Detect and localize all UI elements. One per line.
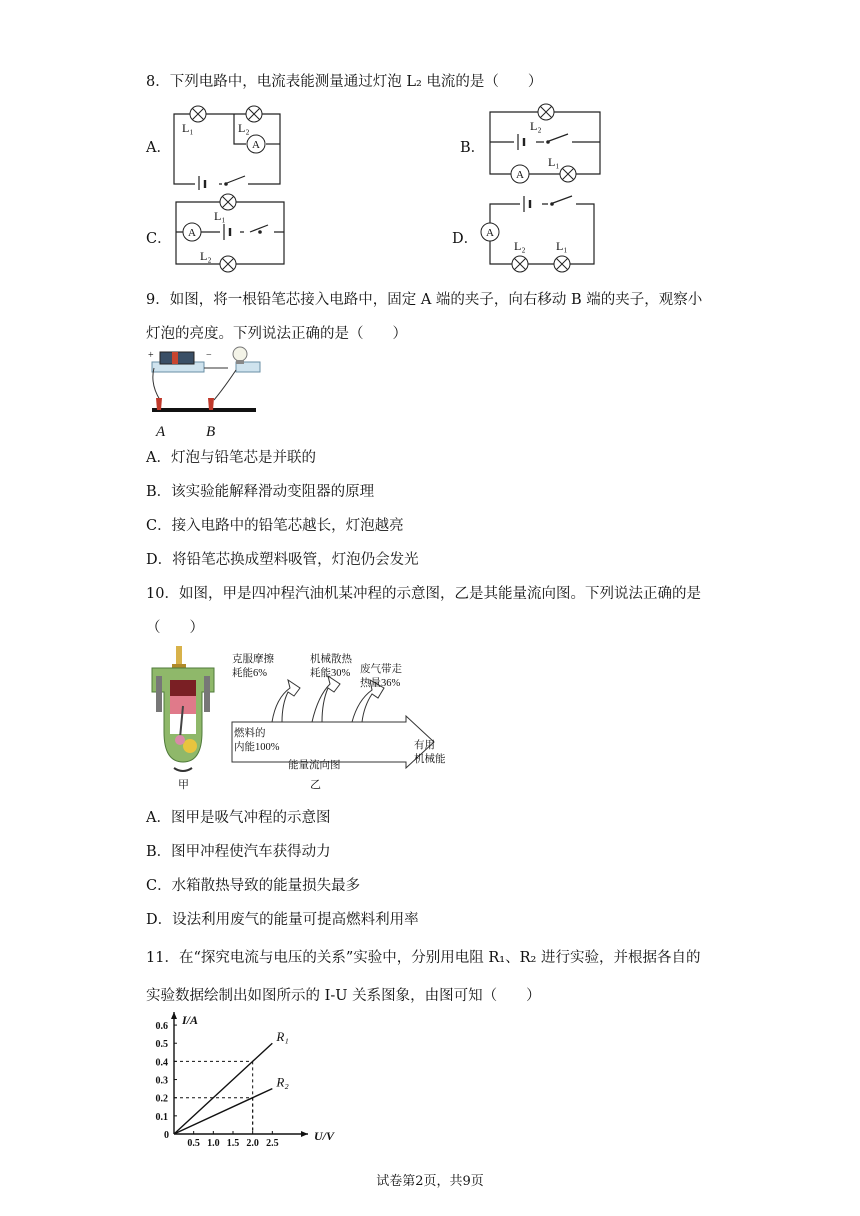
series-label-1: R₁ (276, 1029, 289, 1045)
svg-text:A: A (516, 169, 524, 181)
x-tick-label: 1.5 (226, 1138, 240, 1149)
q8-option-d-label: D． (452, 231, 479, 247)
q9-option-b: B．该实验能解释滑动变阻器的原理 (146, 484, 375, 500)
x-tick-label: 1.0 (207, 1138, 220, 1149)
svg-text:+: + (148, 350, 154, 361)
q10-option-a: A．图甲是吸气冲程的示意图 (146, 810, 331, 826)
q8-option-b-label: B． (460, 140, 486, 156)
q8-circuit-a (170, 100, 290, 190)
y-tick-label: 0.6 (155, 1021, 168, 1033)
lamp-icon (246, 106, 262, 122)
svg-text:L₂: L₂ (530, 119, 542, 133)
q8-option-c-label: C． (146, 231, 172, 247)
pencil-lead (152, 408, 256, 412)
q9-option-d: D．将铅笔芯换成塑料吸管，灯泡仍会发光 (146, 552, 419, 568)
pencil-lead-circuit-figure (144, 344, 264, 440)
y-axis-label: I/A (182, 1013, 199, 1027)
ammeter-icon (511, 165, 529, 183)
ammeter-icon (481, 223, 499, 241)
q8-stem: 8．下列电路中，电流表能测量通过灯泡 L₂ 电流的是（ ） (146, 74, 543, 90)
y-tick-label: 0.3 (155, 1075, 168, 1087)
y-tick-label: 0.2 (155, 1093, 168, 1105)
q8-circuit-b (484, 100, 606, 188)
x-tick-label: 2.0 (246, 1138, 259, 1149)
svg-text:能量流向图: 能量流向图 (288, 760, 341, 771)
svg-text:L₁: L₁ (214, 209, 226, 223)
x-tick-label: 2.5 (266, 1138, 279, 1149)
svg-text:克服摩擦: 克服摩擦 (232, 654, 274, 665)
q9-stem-line2: 灯泡的亮度。下列说法正确的是（ ） (146, 326, 407, 342)
svg-text:A: A (486, 227, 494, 239)
x-tick-label: 0.5 (187, 1138, 200, 1149)
svg-text:乙: 乙 (310, 779, 321, 791)
series-line-2 (174, 1089, 272, 1134)
svg-text:热量36%: 热量36% (360, 678, 401, 689)
svg-text:L₁: L₁ (556, 239, 568, 253)
y-tick-label: 0.4 (155, 1057, 168, 1069)
svg-text:L₂: L₂ (200, 249, 212, 263)
y-axis-arrow (171, 1012, 177, 1019)
q10-stem-line1: 10．如图，甲是四冲程汽油机某冲程的示意图，乙是其能量流向图。下列说法正确的是 (146, 586, 701, 602)
svg-text:L₁: L₁ (182, 121, 194, 135)
x-axis-arrow (301, 1131, 308, 1137)
series-label-2: R₂ (276, 1074, 289, 1090)
q10-option-b: B．图甲冲程使汽车获得动力 (146, 844, 331, 860)
energy-flow-diagram (228, 644, 456, 792)
svg-text:−: − (206, 350, 212, 361)
svg-text:B: B (206, 424, 216, 440)
svg-text:燃料的: 燃料的 (234, 728, 266, 739)
lamp-icon (190, 106, 206, 122)
q8-circuit-d (476, 190, 602, 274)
svg-text:L₂: L₂ (238, 121, 250, 135)
q9-stem-line1: 9．如图，将一根铅笔芯接入电路中，固定 A 端的夹子，向右移动 B 端的夹子，观察小 (146, 292, 703, 308)
svg-text:内能100%: 内能100% (234, 742, 280, 753)
svg-text:A: A (252, 139, 260, 151)
svg-text:机械散热: 机械散热 (310, 654, 352, 665)
lamp-icon (512, 256, 528, 272)
q10-option-d: D．设法利用废气的能量可提高燃料利用率 (146, 912, 419, 928)
q10-option-c: C．水箱散热导致的能量损失最多 (146, 878, 361, 894)
svg-text:L₁: L₁ (548, 155, 560, 169)
lamp-icon (220, 194, 236, 210)
y-tick-label: 0.1 (155, 1111, 168, 1123)
svg-text:甲: 甲 (178, 779, 189, 791)
svg-text:废气带走: 废气带走 (360, 664, 402, 675)
y-tick-label: 0.5 (155, 1039, 168, 1051)
q8-option-a-label: A． (146, 140, 171, 156)
q11-stem-line2: 实验数据绘制出如图所示的 I-U 关系图象，由图可知（ ） (146, 988, 541, 1004)
lamp-icon (554, 256, 570, 272)
q9-option-a: A．灯泡与铅笔芯是并联的 (146, 450, 316, 466)
lamp-icon (538, 104, 554, 120)
origin-label: 0 (164, 1130, 169, 1141)
svg-text:有用: 有用 (414, 740, 435, 751)
q8-circuit-c (170, 190, 290, 276)
svg-text:机械能: 机械能 (414, 754, 446, 765)
svg-text:A: A (188, 227, 196, 239)
ammeter-icon (183, 223, 201, 241)
svg-text:A: A (156, 424, 166, 440)
series-line-1 (174, 1043, 272, 1134)
x-axis-label: U/V (314, 1129, 335, 1143)
page-footer: 试卷第2页，共9页 (376, 1174, 484, 1189)
engine-stroke-figure (140, 640, 226, 792)
q11-stem-line1: 11．在“探究电流与电压的关系”实验中，分别用电阻 R₁、R₂ 进行实验，并根据各自的 (146, 950, 701, 966)
ammeter-icon (247, 135, 265, 153)
svg-text:耗能30%: 耗能30% (310, 668, 351, 679)
svg-text:L₂: L₂ (514, 239, 526, 253)
iu-chart (142, 1008, 342, 1150)
lamp-icon (560, 166, 576, 182)
lamp-icon (220, 256, 236, 272)
svg-text:耗能6%: 耗能6% (232, 668, 267, 679)
q10-stem-line2: （ ） (146, 620, 204, 636)
q9-option-c: C．接入电路中的铅笔芯越长，灯泡越亮 (146, 518, 404, 534)
